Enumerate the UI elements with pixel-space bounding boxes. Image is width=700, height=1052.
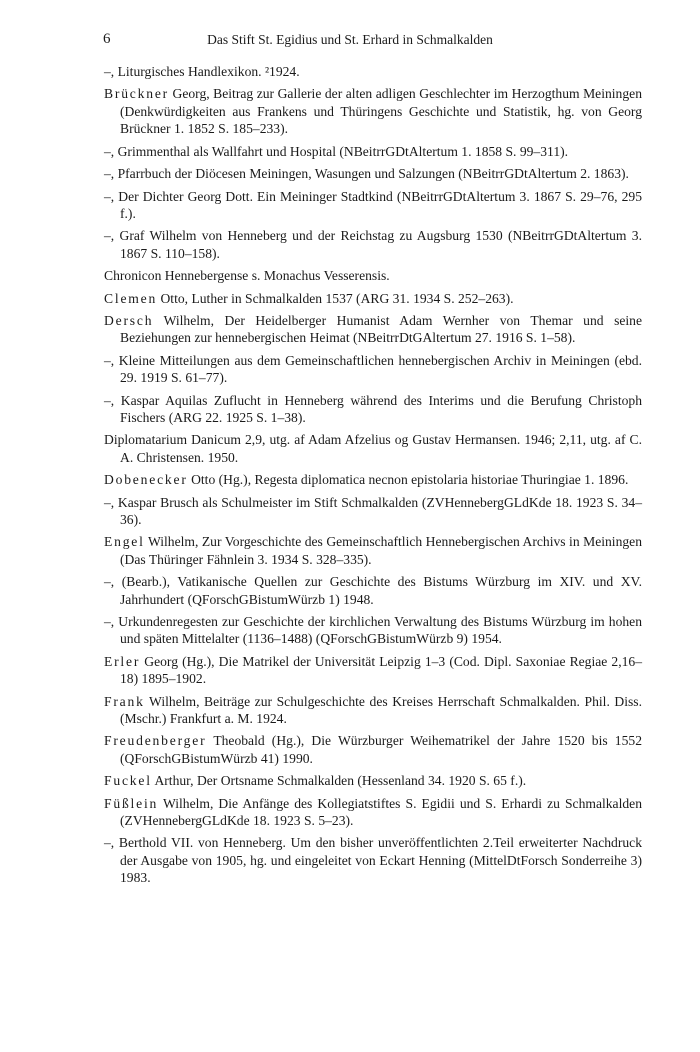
entry-text: Theobald (Hg.), Die Würzburger Weihematrikel der Jahre 1520 bis 1552 (QForschGBistumWürzb 41) 1990.	[120, 733, 642, 766]
entry-text: –, Kleine Mitteilungen aus dem Gemeinschaftlichen hennebergischen Archiv in Meiningen (ebd. 29. 1919 S. 61–77).	[104, 352, 642, 386]
entry-author: Clemen	[104, 290, 158, 306]
entry-text: –, Kaspar Brusch als Schulmeister im Stift Schmalkalden (ZVHennebergGLdKde 18. 1923 S. 34–36).	[104, 494, 642, 527]
bibliography-entry	[104, 613, 642, 648]
bibliography-entry	[104, 653, 642, 688]
entry-text: Georg, Beitrag zur Gallerie der alten adligen Geschlechter im Herzogthum Meiningen (Denkwürdigkeiten aus Frankens und Thüringens Geschichte und Statistik, hg. von Georg Brückner 1. 1852 S. 185–233).	[120, 86, 642, 137]
bibliography-entry	[104, 573, 642, 608]
entry-author: Erler	[104, 653, 141, 669]
bibliography-entry	[104, 143, 642, 160]
entry-text: –, Berthold VII. von Henneberg. Um den bisher unveröffentlichten 2.Teil erweiterter Nachdruck der Ausgabe von 1905, hg. und eingeleitet von Eckart Henning (MittelDtForsch Sonderreihe 3) 1983.	[104, 835, 642, 885]
entry-author: Brückner	[104, 86, 169, 102]
bibliography-entry	[104, 392, 642, 427]
bibliography-entry	[104, 165, 642, 182]
bibliography-entry	[104, 431, 642, 466]
entry-author: Dobenecker	[104, 472, 188, 488]
bibliography-entry	[104, 85, 642, 137]
bibliography-entry	[104, 290, 642, 307]
entry-text: Wilhelm, Die Anfänge des Kollegiatstiftes S. Egidii und S. Erhardi zu Schmalkalden (ZVHennebergGLdKde 18. 1923 S. 5–23).	[120, 795, 642, 828]
entry-author: Engel	[104, 534, 145, 550]
bibliography-list	[104, 63, 642, 891]
bibliography-entry	[104, 834, 642, 886]
entry-text: –, Urkundenregesten zur Geschichte der kirchlichen Verwaltung des Bistums Würzburg im hohen und späten Mittelalter (1136–1488) (QForschGBistumWürzb 9) 1954.	[104, 614, 642, 647]
entry-text: –, Grimmenthal als Wallfahrt und Hospital (NBeitrrGDtAltertum 1. 1858 S. 99–311).	[104, 143, 569, 159]
bibliography-entry	[104, 227, 642, 262]
entry-text: Wilhelm, Zur Vorgeschichte des Gemeinschaftlich Hennebergischen Archivs in Meiningen (Das Thüringer Fähnlein 3. 1934 S. 328–335).	[120, 534, 642, 567]
bibliography-entry	[104, 312, 642, 347]
bibliography-entry	[104, 693, 642, 728]
entry-text: –, Graf Wilhelm von Henneberg und der Reichstag zu Augsburg 1530 (NBeitrrGDtAltertum 3. 1867 S. 110–158).	[104, 228, 642, 261]
entry-text: Otto (Hg.), Regesta diplomatica necnon epistolaria historiae Thuringiae 1. 1896.	[187, 472, 629, 488]
entry-text: Arthur, Der Ortsname Schmalkalden (Hessenland 34. 1920 S. 65 f.).	[151, 773, 527, 789]
bibliography-entry	[104, 533, 642, 568]
bibliography-entry	[104, 63, 642, 80]
bibliography-entry	[104, 188, 642, 223]
entry-text: –, Der Dichter Georg Dott. Ein Meininger Stadtkind (NBeitrrGDtAltertum 3. 1867 S. 29–76, 295 f.).	[104, 188, 642, 221]
entry-text: –, (Bearb.), Vatikanische Quellen zur Geschichte des Bistums Würzburg im XIV. und XV. Jahrhundert (QForschGBistumWürzb 1) 1948.	[104, 574, 642, 607]
bibliography-entry	[104, 267, 642, 284]
entry-author: Freudenberger	[104, 733, 207, 749]
entry-text: –, Kaspar Aquilas Zuflucht in Henneberg während des Interims und die Berufung Christoph Fischers (ARG 22. 1925 S. 1–38).	[104, 392, 642, 425]
bibliography-entry	[104, 795, 642, 830]
entry-text: Otto, Luther in Schmalkalden 1537 (ARG 31. 1934 S. 252–263).	[157, 290, 514, 306]
entry-text: Chronicon Hennebergense s. Monachus Vesserensis.	[104, 268, 390, 284]
entry-text: –, Pfarrbuch der Diöcesen Meiningen, Wasungen und Salzungen (NBeitrrGDtAltertum 2. 1863).	[104, 166, 629, 182]
entry-text: Georg (Hg.), Die Matrikel der Universität Leipzig 1–3 (Cod. Dipl. Saxoniae Regiae 2,16–18) 1895–1902.	[120, 653, 642, 687]
entry-author: Füßlein	[104, 795, 159, 811]
entry-text: Diplomatarium Danicum 2,9, utg. af Adam Afzelius og Gustav Hermansen. 1946; 2,11, utg. af C. A. Christensen. 1950.	[104, 432, 642, 465]
entry-text: Wilhelm, Der Heidelberger Humanist Adam Wernher von Themar und seine Beziehungen zur hennebergischen Heimat (NBeitrrDtGAltertum 27. 1916 S. 1–58).	[120, 313, 642, 346]
entry-author: Frank	[104, 693, 145, 709]
entry-author: Dersch	[104, 313, 154, 329]
bibliography-entry	[104, 352, 642, 387]
entry-text: –, Liturgisches Handlexikon. ²1924.	[104, 64, 300, 79]
bibliography-entry	[104, 732, 642, 767]
page-number: 6	[103, 31, 111, 47]
bibliography-entry	[104, 494, 642, 529]
bibliography-entry	[104, 471, 642, 488]
running-head: Das Stift St. Egidius und St. Erhard in Schmalkalden	[207, 32, 493, 47]
entry-text: Wilhelm, Beiträge zur Schulgeschichte des Kreises Herrschaft Schmalkalden. Phil. Diss. (Mschr.) Frankfurt a. M. 1924.	[120, 693, 642, 726]
bibliography-entry	[104, 772, 642, 789]
entry-author: Fuckel	[104, 773, 152, 789]
